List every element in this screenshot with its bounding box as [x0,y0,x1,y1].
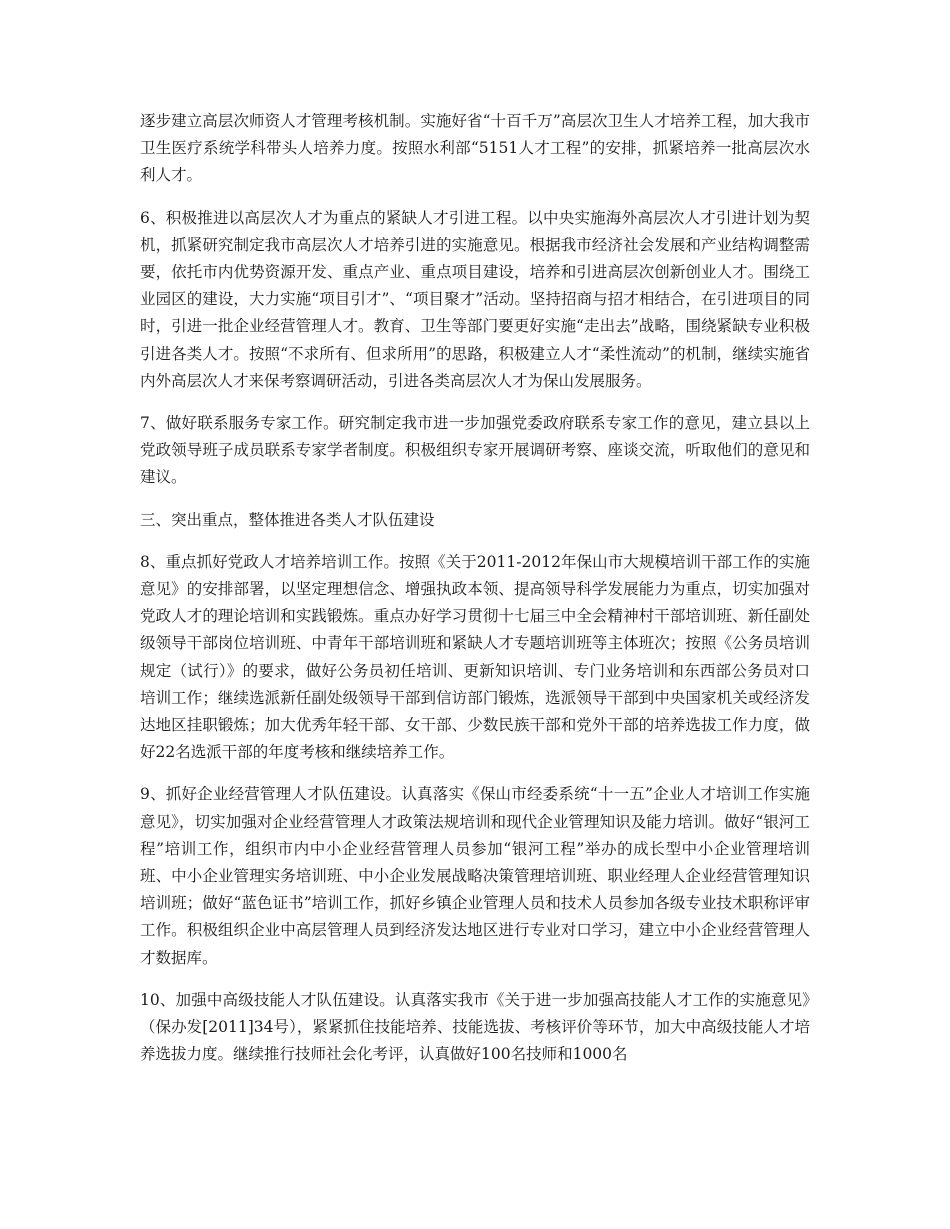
paragraph-item-8: 8、重点抓好党政人才培养培训工作。按照《关于2011-2012年保山市大规模培训干部工作的实施意见》的安排部署，以坚定理想信念、增强执政本领、提高领导科学发展能力为重点，切实加强对党政人才的理论培训和实践锻炼。重点办好学习贯彻十七届三中全会精神村干部培训班、新任副处级领导干部岗位培训班、中青年干部培训班和紧缺人才专题培训班等主体班次；按照《公务员培训规定（试行）》的要求，做好公务员初任培训、更新知识培训、专门业务培训和东西部公务员对口培训工作；继续选派新任副处级领导干部到信访部门锻炼，选派领导干部到中央国家机关或经济发达地区挂职锻炼；加大优秀年轻干部、女干部、少数民族干部和党外干部的培养选拔工作力度，做好22名选派干部的年度考核和继续培养工作。 [140,552,810,762]
paragraph-item-10: 10、加强中高级技能人才队伍建设。认真落实我市《关于进一步加强高技能人才工作的实施意见》（保办发[2011]34号），紧紧抓住技能培养、技能选拔、考核评价等环节，加大中高级技能人才培养选拔力度。继续推行技师社会化考评，认真做好100名技师和1000名 [140,990,810,1064]
paragraph-item-9: 9、抓好企业经营管理人才队伍建设。认真落实《保山市经委系统“十一五”企业人才培训工作实施意见》，切实加强对企业经营管理人才政策法规培训和现代企业管理知识及能力培训。做好“银河工程”培训工作，组织市内中小企业经营管理人员参加“银河工程”举办的成长型中小企业管理培训班、中小企业管理实务培训班、中小企业发展战略决策管理培训班、职业经理人企业经营管理知识培训班；做好“蓝色证书”培训工作，抓好乡镇企业管理人员和技术人员参加各级专业技术职称评审工作。积极组织企业中高层管理人员到经济发达地区进行专业对口学习，建立中小企业经营管理人才数据库。 [140,785,810,967]
paragraph-item-6: 6、积极推进以高层次人才为重点的紧缺人才引进工程。以中央实施海外高层次人才引进计划为契机，抓紧研究制定我市高层次人才培养引进的实施意见。根据我市经济社会发展和产业结构调整需要，依托市内优势资源开发、重点产业、重点项目建设，培养和引进高层次创新创业人才。围绕工业园区的建设，大力实施“项目引才”、“项目聚才”活动。坚持招商与招才相结合，在引进项目的同时，引进一批企业经营管理人才。教育、卫生等部门要更好实施“走出去”战略，围绕紧缺专业积极引进各类人才。按照“不求所有、但求所用”的思路，积极建立人才“柔性流动”的机制，继续实施省内外高层次人才来保考察调研活动，引进各类高层次人才为保山发展服务。 [140,208,810,390]
paragraph-intro: 逐步建立高层次师资人才管理考核机制。实施好省“十百千万”高层次卫生人才培养工程，加大我市卫生医疗系统学科带头人培养力度。按照水利部“5151人才工程”的安排，抓紧培养一批高层次水利人才。 [140,112,810,185]
paragraph-item-7: 7、做好联系服务专家工作。研究制定我市进一步加强党委政府联系专家工作的意见，建立县以上党政领导班子成员联系专家学者制度。积极组织专家开展调研考察、座谈交流，听取他们的意见和建议。 [140,414,810,487]
section-heading-3: 三、突出重点，整体推进各类人才队伍建设 [140,510,435,529]
document-page [140,108,810,1084]
